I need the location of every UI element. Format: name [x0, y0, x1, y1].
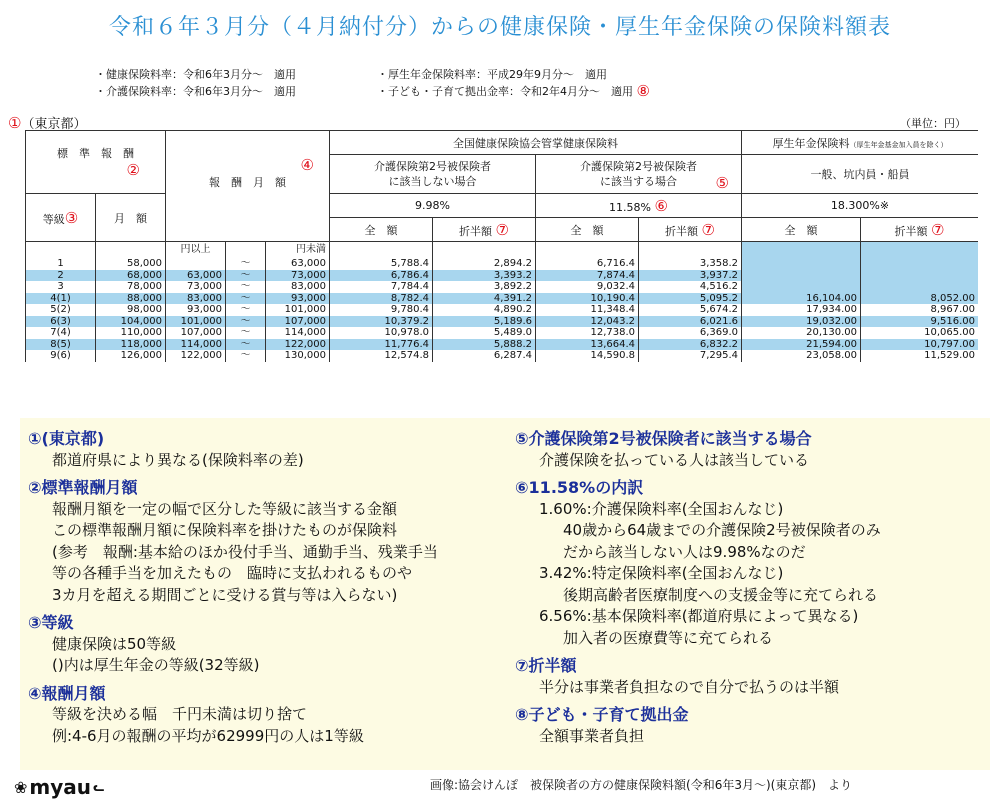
full-no-care-cell: 5,788.4 — [330, 258, 433, 270]
explanation-right — [515, 428, 985, 747]
grade-cell: 6(3) — [26, 316, 96, 328]
remuneration-header: 報 酬 月 額 — [209, 176, 286, 189]
pension-title: 厚生年金保険料 — [772, 136, 850, 150]
half-no-care-cell: 4,890.2 — [433, 304, 536, 316]
half-no-care-cell: 5,189.6 — [433, 316, 536, 328]
s2-heading: ②標準報酬月額 — [28, 478, 138, 497]
half-pension-cell: 8,052.00 — [861, 293, 979, 305]
pension-header — [742, 131, 979, 155]
upper-bound-cell: 73,000 — [266, 270, 330, 282]
full-care-cell: 7,874.4 — [536, 270, 639, 282]
full-care-cell: 9,032.4 — [536, 281, 639, 293]
logo-text: myau — [29, 775, 92, 799]
half-pension-cell: 10,065.00 — [861, 327, 979, 339]
monthly-cell: 98,000 — [96, 304, 166, 316]
full-pension-cell: 17,934.00 — [742, 304, 861, 316]
lower-bound-cell: 63,000 — [166, 270, 226, 282]
lower-bound-cell — [166, 258, 226, 270]
marker-3: ③ — [64, 208, 79, 227]
monthly-cell: 110,000 — [96, 327, 166, 339]
rate-pension: 18.300%※ — [742, 194, 979, 218]
half-pension-cell: 10,797.00 — [861, 339, 979, 351]
s3-text-1: 健康保険は50等級 — [52, 634, 177, 653]
s8-heading: ⑧子ども・子育て拠出金 — [515, 705, 689, 724]
half-pension-cell — [861, 270, 979, 282]
explanation-panel — [20, 418, 990, 770]
miman-label: 円未満 — [266, 242, 330, 259]
half-care-cell: 3,937.2 — [639, 270, 742, 282]
full-pension-cell: 21,594.00 — [742, 339, 861, 351]
grade-cell: 1 — [26, 258, 96, 270]
s2-text-1: 報酬月額を一定の幅で区分した等級に該当する金額 — [52, 499, 398, 518]
care-header — [536, 155, 742, 194]
full-no-care-cell: 12,574.8 — [330, 350, 433, 362]
half-text-1: 折半額 — [459, 224, 493, 238]
half-no-care-cell: 2,894.2 — [433, 258, 536, 270]
pension-note: （厚生年金基金加入員を除く） — [849, 140, 948, 149]
page-title: 令和６年３月分（４月納付分）からの健康保険・厚生年金保険の保険料額表 — [108, 15, 891, 40]
marker-1: ① — [8, 114, 22, 132]
full-pension-cell: 20,130.00 — [742, 327, 861, 339]
paw-icon: ❀ — [14, 777, 28, 797]
table-row — [26, 258, 979, 270]
lower-bound-cell: 83,000 — [166, 293, 226, 305]
s3-text-2: ()内は厚生年金の等級(32等級) — [52, 656, 260, 674]
std-header: 標 準 報 酬 — [57, 147, 134, 160]
full-pension-cell: 23,058.00 — [742, 350, 861, 362]
s5-text: 介護保険を払っている人は該当している — [539, 450, 810, 469]
tilde-cell: ～ — [226, 281, 266, 293]
half-care-cell: 5,674.2 — [639, 304, 742, 316]
grade-header — [26, 194, 96, 242]
lower-bound-cell: 107,000 — [166, 327, 226, 339]
remuneration-header-cell — [166, 131, 330, 242]
lower-bound-cell: 73,000 — [166, 281, 226, 293]
half-care-cell: 4,516.2 — [639, 281, 742, 293]
marker-7c: ⑦ — [931, 220, 945, 239]
upper-bound-cell: 63,000 — [266, 258, 330, 270]
grade-cell: 4(1) — [26, 293, 96, 305]
half-care-cell: 7,295.4 — [639, 350, 742, 362]
half-no-care-cell: 5,888.2 — [433, 339, 536, 351]
s2-text-5: 3カ月を超える期間ごとに受ける賞与等は入らない) — [52, 585, 398, 604]
care-rate-note: ・介護保険料率：令和6年3月分～ 適用 — [95, 85, 296, 98]
rate-care — [536, 194, 742, 218]
s2-text-4: 等の各種手当を加えたもの 臨時に支払われるものや — [52, 564, 413, 582]
prefecture-text: （東京都） — [21, 117, 87, 132]
marker-5: ⑤ — [715, 174, 729, 192]
full-pension-cell: 19,032.00 — [742, 316, 861, 328]
half-care-cell: 3,358.2 — [639, 258, 742, 270]
half-pension-cell — [861, 258, 979, 270]
table-row — [26, 304, 979, 316]
rate-no-care: 9.98% — [330, 194, 536, 218]
unit-label: （単位：円） — [900, 117, 966, 130]
lower-bound-cell: 114,000 — [166, 339, 226, 351]
full-header-2: 全 額 — [536, 218, 639, 242]
lower-bound-cell: 93,000 — [166, 304, 226, 316]
table-row — [26, 293, 979, 305]
tilde-cell: ～ — [226, 350, 266, 362]
monthly-cell: 118,000 — [96, 339, 166, 351]
half-care-cell: 6,832.2 — [639, 339, 742, 351]
s4-text-1: 等級を決める幅 千円未満は切り捨て — [52, 705, 308, 723]
monthly-cell: 68,000 — [96, 270, 166, 282]
full-no-care-cell: 7,784.4 — [330, 281, 433, 293]
monthly-cell: 104,000 — [96, 316, 166, 328]
half-care-cell: 5,095.2 — [639, 293, 742, 305]
full-no-care-cell: 6,786.4 — [330, 270, 433, 282]
table-row — [26, 327, 979, 339]
full-no-care-cell: 11,776.4 — [330, 339, 433, 351]
s3-heading: ③等級 — [28, 613, 74, 632]
upper-bound-cell: 101,000 — [266, 304, 330, 316]
upper-bound-cell: 83,000 — [266, 281, 330, 293]
marker-4: ④ — [300, 156, 314, 174]
half-header-2 — [639, 218, 742, 242]
full-care-cell: 6,716.4 — [536, 258, 639, 270]
monthly-cell: 78,000 — [96, 281, 166, 293]
full-care-cell: 12,738.0 — [536, 327, 639, 339]
half-no-care-cell: 4,391.2 — [433, 293, 536, 305]
upper-bound-cell: 130,000 — [266, 350, 330, 362]
marker-8: ⑧ — [636, 82, 650, 100]
tilde-cell: ～ — [226, 316, 266, 328]
table-row — [26, 270, 979, 282]
table-row — [26, 316, 979, 328]
half-pension-cell: 9,516.00 — [861, 316, 979, 328]
full-pension-cell — [742, 258, 861, 270]
half-pension-cell: 11,529.00 — [861, 350, 979, 362]
s1-heading: ①(東京都) — [28, 429, 105, 448]
no-care-header: 介護保険第2号被保険者 に該当しない場合 — [330, 155, 536, 194]
full-care-cell: 14,590.8 — [536, 350, 639, 362]
half-pension-cell: 8,967.00 — [861, 304, 979, 316]
s1-text: 都道府県により異なる(保険料率の差) — [52, 450, 304, 469]
grade-cell: 2 — [26, 270, 96, 282]
s7-text: 半分は事業者負担なので自分で払うのは半額 — [539, 677, 840, 696]
s6-text-4: 3.42%:特定保険料率(全国おんなじ) — [539, 564, 784, 582]
s2-text-3: (参考 報酬:基本給のほか役付手当、通勤手当、残業手当 — [52, 542, 438, 561]
cat-icon: ᓚ — [93, 780, 105, 794]
upper-bound-cell: 107,000 — [266, 316, 330, 328]
child-rate-note: ・子ども・子育て拠出金率：令和2年4月分～ 適用 — [377, 85, 633, 98]
s6-text-5: 後期高齢者医療制度への支援金等に充てられる — [563, 585, 879, 604]
half-no-care-cell: 6,287.4 — [433, 350, 536, 362]
marker-7a: ⑦ — [495, 220, 509, 239]
half-header-1 — [433, 218, 536, 242]
half-pension-cell — [861, 281, 979, 293]
upper-bound-cell: 122,000 — [266, 339, 330, 351]
grade-cell: 7(4) — [26, 327, 96, 339]
myau-logo — [14, 775, 104, 799]
upper-bound-cell: 93,000 — [266, 293, 330, 305]
upper-bound-cell: 114,000 — [266, 327, 330, 339]
table-body — [26, 258, 979, 362]
grade-cell: 5(2) — [26, 304, 96, 316]
table-row — [26, 339, 979, 351]
full-pension-cell — [742, 270, 861, 282]
full-no-care-cell: 8,782.4 — [330, 293, 433, 305]
s4-heading: ④報酬月額 — [28, 683, 106, 703]
full-header-1: 全 額 — [330, 218, 433, 242]
tilde-cell: ～ — [226, 270, 266, 282]
tilde-cell: ～ — [226, 339, 266, 351]
tilde-cell: ～ — [226, 304, 266, 316]
health-rate-note: ・健康保険料率：令和6年3月分～ 適用 — [95, 68, 296, 81]
marker-2: ② — [126, 161, 140, 179]
explanation-left — [28, 428, 508, 747]
ijo-label: 円以上 — [166, 242, 226, 259]
pension-rate-note: ・厚生年金保険料率：平成29年9月分～ 適用 — [377, 68, 607, 81]
half-care-cell: 6,021.6 — [639, 316, 742, 328]
full-care-cell: 11,348.4 — [536, 304, 639, 316]
lower-bound-cell: 122,000 — [166, 350, 226, 362]
premium-table — [25, 130, 978, 410]
grade-cell: 9(6) — [26, 350, 96, 362]
full-no-care-cell: 10,379.2 — [330, 316, 433, 328]
marker-6: ⑥ — [654, 196, 668, 215]
full-pension-cell: 16,104.00 — [742, 293, 861, 305]
monthly-header: 月 額 — [96, 194, 166, 242]
s6-text-3: だから該当しない人は9.98%なのだ — [563, 542, 806, 561]
tilde-cell: ～ — [226, 258, 266, 270]
kyokai-header: 全国健康保険協会管掌健康保険料 — [330, 131, 742, 155]
half-no-care-cell: 5,489.0 — [433, 327, 536, 339]
grade-cell: 3 — [26, 281, 96, 293]
half-care-cell: 6,369.0 — [639, 327, 742, 339]
s2-text-2: この標準報酬月額に保険料率を掛けたものが保険料 — [52, 521, 398, 539]
table-row — [26, 281, 979, 293]
half-text-3: 折半額 — [894, 224, 928, 238]
rate-notes — [95, 66, 650, 100]
full-care-cell: 10,190.4 — [536, 293, 639, 305]
s4-text-2: 例:4-6月の報酬の平均が62999円の人は1等級 — [52, 726, 364, 745]
s6-text-7: 加入者の医療費等に充てられる — [563, 628, 774, 647]
s6-text-2: 40歳から64歳までの介護保険2号被保険者のみ — [563, 521, 881, 539]
monthly-cell: 88,000 — [96, 293, 166, 305]
rate-care-text: 11.58% — [609, 200, 651, 214]
general-header: 一般、坑内員・船員 — [742, 155, 979, 194]
care-header-text: 介護保険第2号被保険者 に該当する場合 — [580, 160, 697, 188]
tilde-cell: ～ — [226, 293, 266, 305]
monthly-cell: 126,000 — [96, 350, 166, 362]
full-care-cell: 12,043.2 — [536, 316, 639, 328]
table-row — [26, 350, 979, 362]
monthly-cell: 58,000 — [96, 258, 166, 270]
s5-heading: ⑤介護保険第2号被保険者に該当する場合 — [515, 429, 812, 448]
half-no-care-cell: 3,892.2 — [433, 281, 536, 293]
full-no-care-cell: 9,780.4 — [330, 304, 433, 316]
grade-text: 等級 — [42, 212, 65, 226]
grade-cell: 8(5) — [26, 339, 96, 351]
tilde-cell: ～ — [226, 327, 266, 339]
s6-text-6: 6.56%:基本保険料率(都道府県によって異なる) — [539, 607, 859, 625]
half-text-2: 折半額 — [665, 224, 699, 238]
full-no-care-cell: 10,978.0 — [330, 327, 433, 339]
full-pension-cell — [742, 281, 861, 293]
s7-heading: ⑦折半額 — [515, 656, 577, 675]
full-header-3: 全 額 — [742, 218, 861, 242]
half-header-3 — [861, 218, 979, 242]
full-care-cell: 13,664.4 — [536, 339, 639, 351]
s6-heading: ⑥11.58%の内訳 — [515, 478, 644, 497]
s6-text-1: 1.60%:介護保険料率(全国おんなじ) — [539, 499, 784, 518]
image-credit: 画像:協会けんぽ 被保険者の方の健康保険料額(令和6年3月～)(東京都) より — [430, 778, 853, 792]
std-header-cell — [26, 131, 166, 194]
half-no-care-cell: 3,393.2 — [433, 270, 536, 282]
s8-text: 全額事業者負担 — [539, 726, 645, 745]
lower-bound-cell: 101,000 — [166, 316, 226, 328]
marker-7b: ⑦ — [701, 220, 715, 239]
